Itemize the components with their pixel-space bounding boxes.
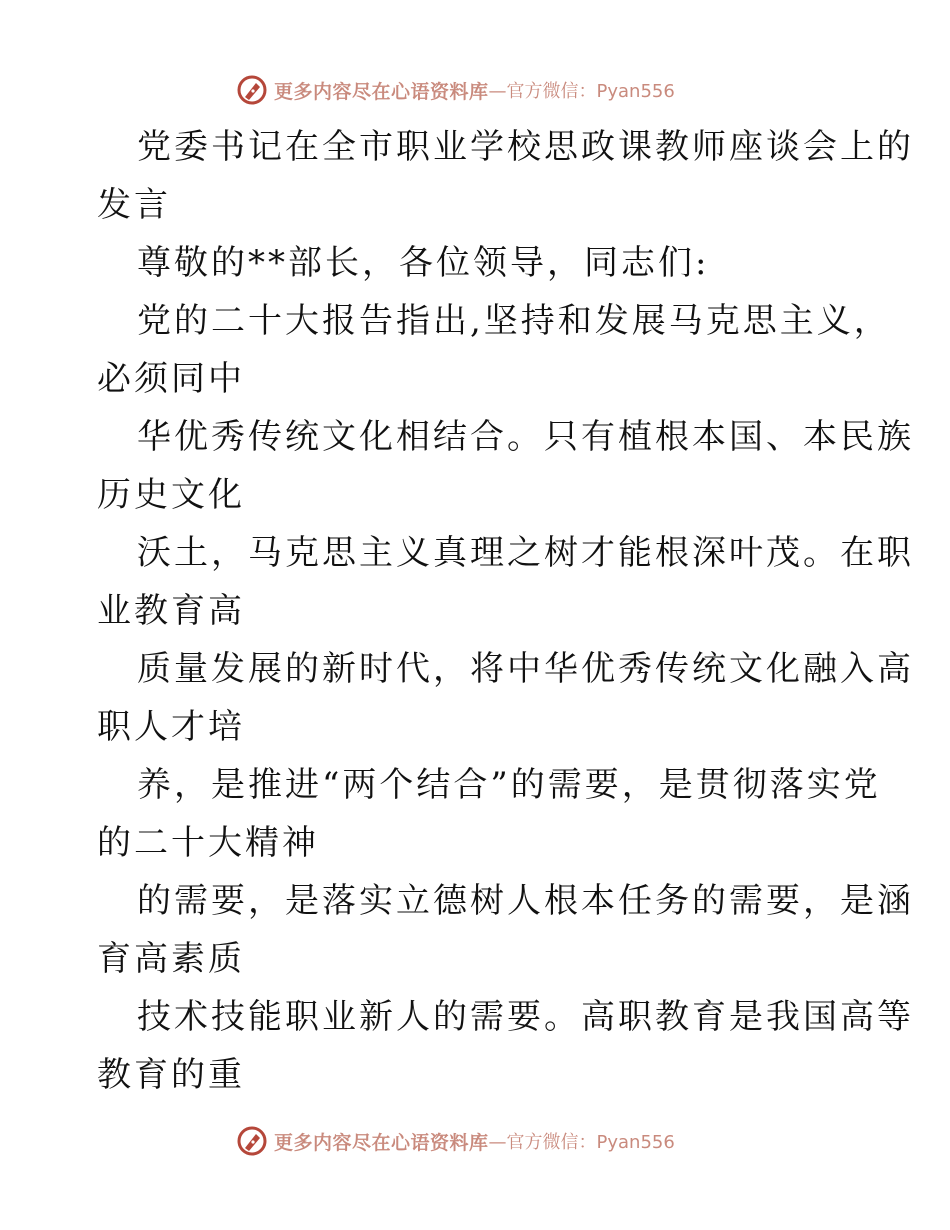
pen-nib-logo-icon — [236, 1125, 268, 1157]
document-line: 发言 — [97, 185, 171, 225]
document-line: 教育的重 — [97, 1055, 245, 1095]
document-line: 的二十大精神 — [97, 823, 319, 863]
document-line: 技术技能职业新人的需要。高职教育是我国高等 — [137, 997, 914, 1037]
document-line: 必须同中 — [97, 359, 245, 399]
pen-nib-logo-icon — [236, 74, 268, 106]
document-line: 尊敬的**部长，各位领导，同志们: — [137, 243, 710, 283]
banner-main-text: 更多内容尽在心语资料库 — [274, 1131, 489, 1154]
document-line: 的需要，是落实立德树人根本任务的需要，是涵 — [137, 881, 914, 921]
document-line: 业教育高 — [97, 591, 245, 631]
document-line: 沃土，马克思主义真理之树才能根深叶茂。在职 — [137, 533, 914, 573]
document-body — [97, 118, 914, 1104]
banner-main-text: 更多内容尽在心语资料库 — [274, 80, 489, 103]
header-banner — [236, 73, 675, 107]
document-line: 职人才培 — [97, 707, 245, 747]
document-line: 历史文化 — [97, 475, 245, 515]
document-line: 育高素质 — [97, 939, 245, 979]
document-line: 华优秀传统文化相结合。只有植根本国、本民族 — [137, 417, 914, 457]
document-line: 质量发展的新时代，将中华优秀传统文化融入高 — [137, 649, 914, 689]
document-line: 党委书记在全市职业学校思政课教师座谈会上的 — [137, 127, 914, 167]
banner-wechat-text: —官方微信：Pyan556 — [488, 81, 675, 102]
footer-banner — [236, 1124, 675, 1158]
document-line: 党的二十大报告指出,坚持和发展马克思主义， — [137, 301, 891, 341]
banner-wechat-text: —官方微信：Pyan556 — [488, 1132, 675, 1153]
document-line: 养，是推进“两个结合”的需要，是贯彻落实党 — [137, 765, 881, 805]
